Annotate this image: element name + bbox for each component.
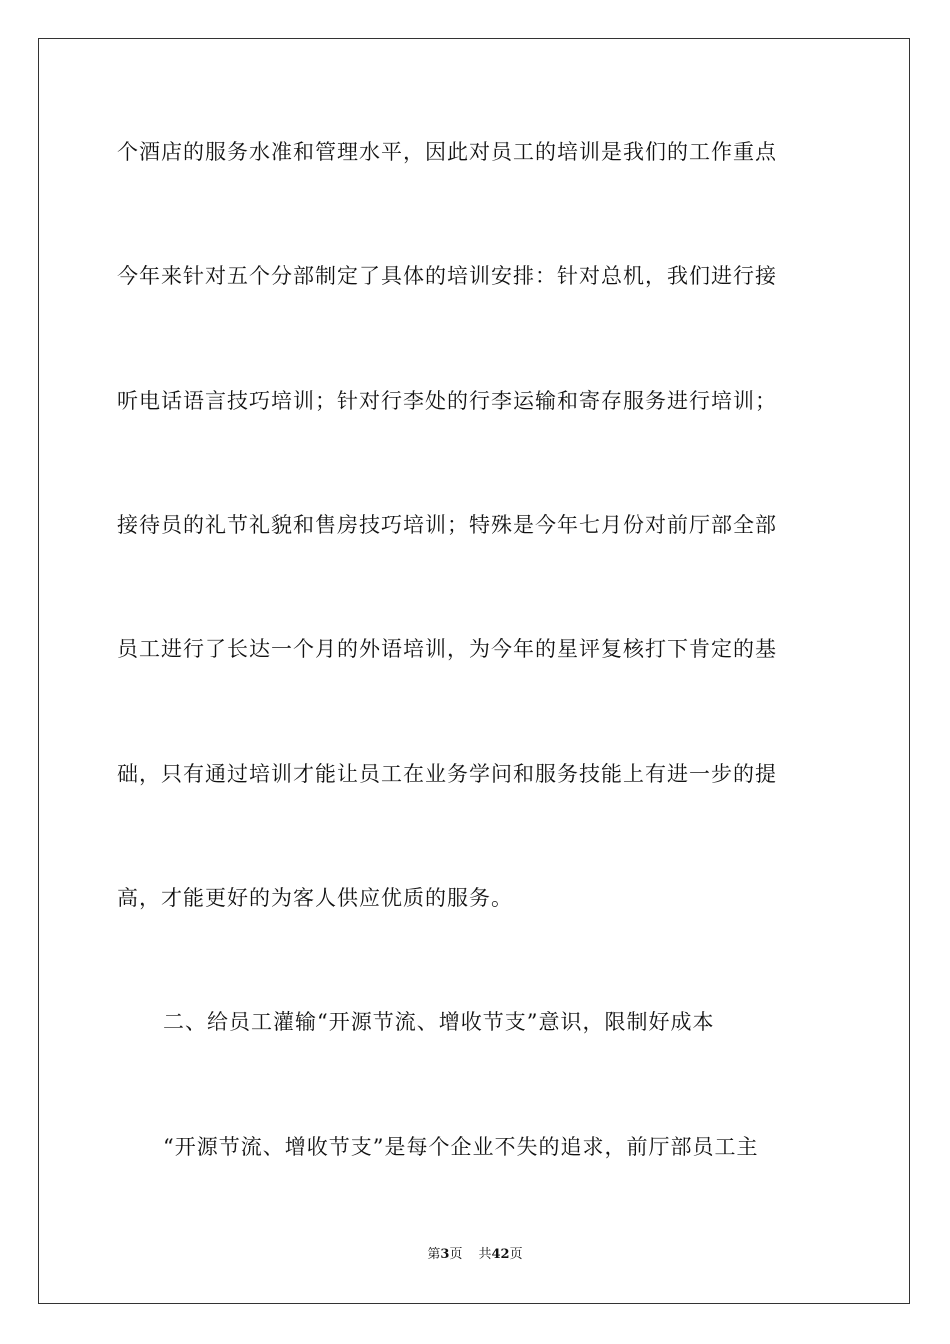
body-line: “开源节流、增收节支”是每个企业不失的追求，前厅部员工主 — [163, 1135, 759, 1159]
body-line: 接待员的礼节礼貌和售房技巧培训；特殊是今年七月份对前厅部全部 — [117, 513, 777, 537]
page-suffix: 页 — [449, 1247, 463, 1262]
page-footer — [0, 1246, 950, 1264]
page-number: 3 — [440, 1247, 450, 1262]
body-line: 今年来针对五个分部制定了具体的培训安排：针对总机，我们进行接 — [117, 264, 777, 288]
page-prefix: 第 — [427, 1247, 441, 1262]
total-suffix: 页 — [509, 1247, 523, 1262]
body-line: 个酒店的服务水准和管理水平，因此对员工的培训是我们的工作重点 — [117, 140, 777, 164]
body-line: 础，只有通过培训才能让员工在业务学问和服务技能上有进一步的提 — [117, 762, 777, 786]
section-heading: 二、给员工灌输“开源节流、增收节支”意识，限制好成本 — [163, 1010, 715, 1034]
total-prefix: 共 — [478, 1247, 492, 1262]
body-line: 高，才能更好的为客人供应优质的服务。 — [117, 886, 513, 910]
total-pages: 42 — [491, 1247, 510, 1262]
page-border — [38, 38, 910, 1304]
body-line: 听电话语言技巧培训；针对行李处的行李运输和寄存服务进行培训； — [117, 389, 777, 413]
body-line: 员工进行了长达一个月的外语培训，为今年的星评复核打下肯定的基 — [117, 637, 777, 661]
